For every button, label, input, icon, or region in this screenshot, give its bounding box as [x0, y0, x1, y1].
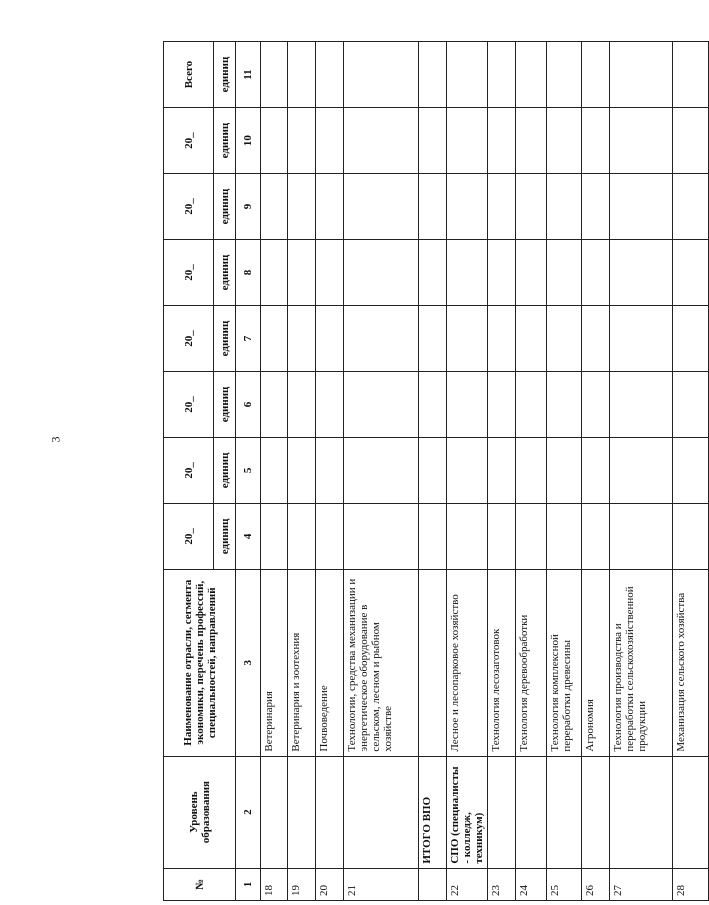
value-cell	[488, 503, 516, 569]
row-level: ИТОГО ВПО	[419, 756, 447, 868]
row-level	[344, 756, 419, 868]
index-cell: 8	[236, 240, 261, 306]
value-cell	[547, 437, 582, 503]
value-cell	[419, 174, 447, 240]
row-level	[673, 756, 709, 868]
table-row	[610, 42, 673, 901]
row-level	[288, 756, 316, 868]
header-unit: единиц	[214, 371, 236, 437]
row-number: 19	[288, 868, 316, 900]
header-unit: единиц	[214, 503, 236, 569]
page-number: 3	[48, 436, 63, 443]
row-number: 27	[610, 868, 673, 900]
value-cell	[516, 437, 547, 503]
value-cell	[288, 371, 316, 437]
value-cell	[488, 42, 516, 108]
value-cell	[547, 306, 582, 372]
table-row	[582, 42, 610, 901]
value-cell	[610, 306, 673, 372]
value-cell	[447, 306, 488, 372]
row-number: 18	[261, 868, 288, 900]
row-number	[419, 868, 447, 900]
value-cell	[610, 240, 673, 306]
value-cell	[344, 174, 419, 240]
table-row	[547, 42, 582, 901]
value-cell	[261, 371, 288, 437]
value-cell	[488, 108, 516, 174]
value-cell	[610, 42, 673, 108]
index-cell: 10	[236, 108, 261, 174]
header-year: 20_	[164, 306, 214, 372]
table-row	[288, 42, 316, 901]
value-cell	[344, 306, 419, 372]
value-cell	[288, 108, 316, 174]
index-cell: 9	[236, 174, 261, 240]
value-cell	[547, 371, 582, 437]
table-row	[419, 42, 447, 901]
value-cell	[582, 174, 610, 240]
header-year: 20_	[164, 240, 214, 306]
row-name: Механизация сельского хозяйства	[673, 569, 709, 756]
row-name: Технологии, средства механизации и энергетическое оборудование в сельском, лесном и рыбном хозяйстве	[344, 569, 419, 756]
row-number: 24	[516, 868, 547, 900]
value-cell	[344, 108, 419, 174]
row-level	[316, 756, 344, 868]
value-cell	[261, 174, 288, 240]
value-cell	[316, 108, 344, 174]
value-cell	[673, 108, 709, 174]
value-cell	[261, 437, 288, 503]
value-cell	[582, 108, 610, 174]
row-number: 22	[447, 868, 488, 900]
value-cell	[447, 371, 488, 437]
value-cell	[488, 371, 516, 437]
table-row	[488, 42, 516, 901]
value-cell	[419, 42, 447, 108]
value-cell	[419, 240, 447, 306]
row-number: 20	[316, 868, 344, 900]
row-name: Лесное и лесопарковое хозяйство	[447, 569, 488, 756]
row-number: 23	[488, 868, 516, 900]
table-row	[261, 42, 288, 901]
row-name: Технология производства и переработки сельскохозяйственной продукции	[610, 569, 673, 756]
value-cell	[516, 371, 547, 437]
value-cell	[316, 306, 344, 372]
value-cell	[288, 503, 316, 569]
row-name	[419, 569, 447, 756]
index-cell: 5	[236, 437, 261, 503]
value-cell	[582, 437, 610, 503]
value-cell	[447, 174, 488, 240]
value-cell	[316, 42, 344, 108]
value-cell	[344, 437, 419, 503]
rotated-table-wrapper	[163, 41, 687, 901]
value-cell	[316, 371, 344, 437]
table-row	[516, 42, 547, 901]
header-year: 20_	[164, 503, 214, 569]
table-row	[316, 42, 344, 901]
table-body	[261, 42, 709, 901]
value-cell	[419, 437, 447, 503]
value-cell	[673, 240, 709, 306]
row-number: 28	[673, 868, 709, 900]
index-cell: 6	[236, 371, 261, 437]
value-cell	[673, 306, 709, 372]
value-cell	[673, 42, 709, 108]
value-cell	[582, 42, 610, 108]
value-cell	[582, 240, 610, 306]
index-cell: 11	[236, 42, 261, 108]
row-number: 26	[582, 868, 610, 900]
value-cell	[447, 42, 488, 108]
value-cell	[582, 503, 610, 569]
value-cell	[582, 371, 610, 437]
header-year: 20_	[164, 108, 214, 174]
header-name: Наименование отрасли, сегмента экономики, перечень профессий, специальностей, направлений	[164, 569, 236, 756]
value-cell	[261, 240, 288, 306]
header-year: 20_	[164, 371, 214, 437]
value-cell	[316, 240, 344, 306]
row-name: Технология комплексной переработки древесины	[547, 569, 582, 756]
value-cell	[288, 306, 316, 372]
value-cell	[261, 108, 288, 174]
row-level	[547, 756, 582, 868]
value-cell	[488, 437, 516, 503]
value-cell	[516, 306, 547, 372]
row-level	[261, 756, 288, 868]
table-row	[447, 42, 488, 901]
row-name: Ветеринария и зоотехния	[288, 569, 316, 756]
value-cell	[261, 306, 288, 372]
row-level	[610, 756, 673, 868]
index-cell: 3	[236, 569, 261, 756]
value-cell	[344, 503, 419, 569]
value-cell	[419, 108, 447, 174]
value-cell	[516, 174, 547, 240]
header-unit: единиц	[214, 108, 236, 174]
value-cell	[447, 437, 488, 503]
value-cell	[419, 371, 447, 437]
header-level: Уровень образования	[164, 756, 236, 868]
value-cell	[516, 503, 547, 569]
value-cell	[288, 42, 316, 108]
row-number: 25	[547, 868, 582, 900]
row-name: Почвоведение	[316, 569, 344, 756]
row-name: Технология деревообработки	[516, 569, 547, 756]
value-cell	[488, 240, 516, 306]
row-number: 21	[344, 868, 419, 900]
row-level	[582, 756, 610, 868]
index-cell: 4	[236, 503, 261, 569]
value-cell	[447, 108, 488, 174]
header-year: 20_	[164, 437, 214, 503]
value-cell	[316, 174, 344, 240]
value-cell	[344, 240, 419, 306]
table-row	[344, 42, 419, 901]
value-cell	[673, 503, 709, 569]
value-cell	[261, 42, 288, 108]
value-cell	[547, 108, 582, 174]
value-cell	[288, 240, 316, 306]
value-cell	[488, 174, 516, 240]
value-cell	[610, 437, 673, 503]
header-unit: единиц	[214, 42, 236, 108]
header-unit: единиц	[214, 174, 236, 240]
value-cell	[547, 240, 582, 306]
value-cell	[419, 306, 447, 372]
value-cell	[488, 306, 516, 372]
value-cell	[344, 371, 419, 437]
value-cell	[673, 174, 709, 240]
index-cell: 7	[236, 306, 261, 372]
row-name: Агрономия	[582, 569, 610, 756]
row-level: СПО (специалисты - колледж, техникум)	[447, 756, 488, 868]
value-cell	[610, 174, 673, 240]
value-cell	[610, 108, 673, 174]
value-cell	[582, 306, 610, 372]
value-cell	[447, 503, 488, 569]
header-total: Всего	[164, 42, 214, 108]
value-cell	[547, 42, 582, 108]
data-table	[163, 41, 709, 901]
value-cell	[516, 240, 547, 306]
index-cell: 2	[236, 756, 261, 868]
value-cell	[673, 371, 709, 437]
header-unit: единиц	[214, 240, 236, 306]
row-name: Технология лесозаготовок	[488, 569, 516, 756]
value-cell	[288, 437, 316, 503]
row-level	[488, 756, 516, 868]
value-cell	[261, 503, 288, 569]
value-cell	[610, 503, 673, 569]
value-cell	[288, 174, 316, 240]
value-cell	[516, 108, 547, 174]
value-cell	[316, 437, 344, 503]
value-cell	[419, 503, 447, 569]
header-num: №	[164, 868, 236, 900]
table-row	[673, 42, 709, 901]
value-cell	[547, 503, 582, 569]
header-year: 20_	[164, 174, 214, 240]
row-level	[516, 756, 547, 868]
value-cell	[447, 240, 488, 306]
row-name: Ветеринария	[261, 569, 288, 756]
value-cell	[316, 503, 344, 569]
value-cell	[516, 42, 547, 108]
index-cell: 1	[236, 868, 261, 900]
value-cell	[610, 371, 673, 437]
header-unit: единиц	[214, 437, 236, 503]
value-cell	[344, 42, 419, 108]
value-cell	[673, 437, 709, 503]
header-unit: единиц	[214, 306, 236, 372]
value-cell	[547, 174, 582, 240]
